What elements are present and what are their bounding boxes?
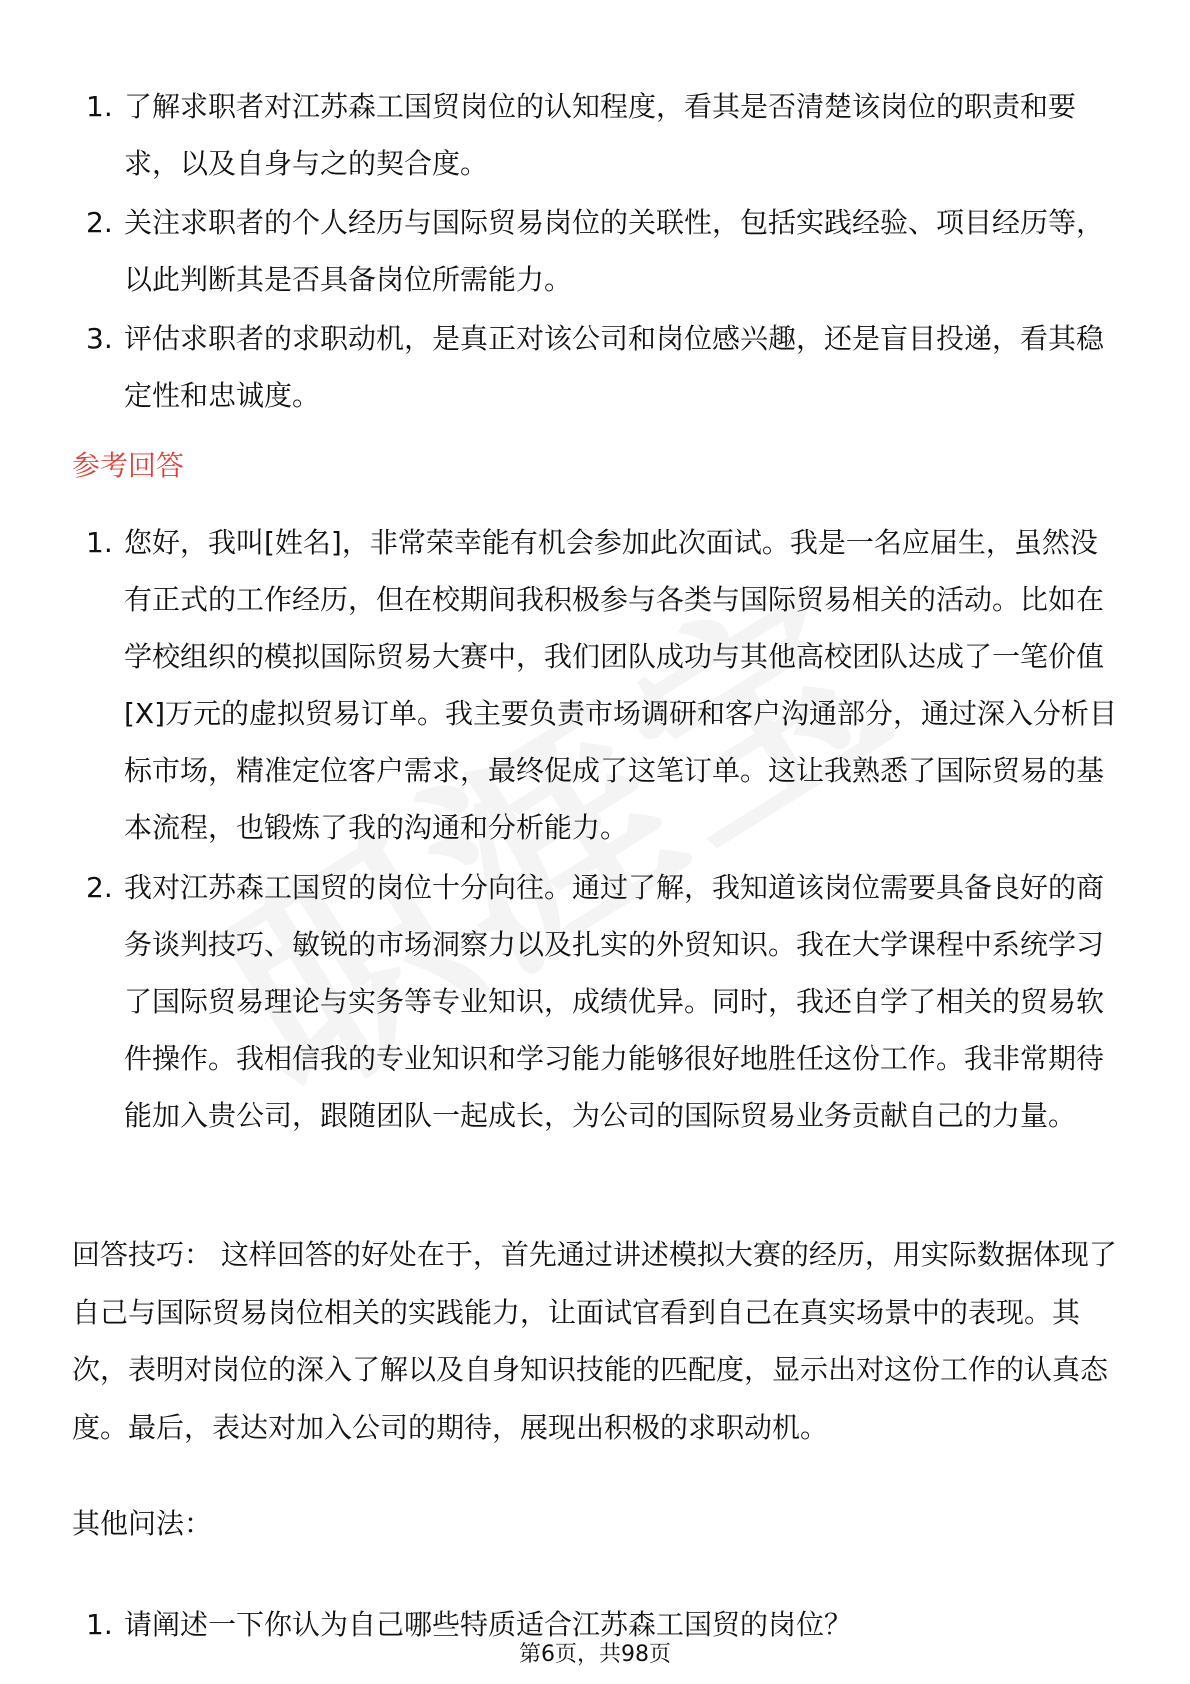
list-item — [0, 514, 1124, 856]
list-item — [0, 310, 1124, 424]
other-questions-label: 其他问法： — [72, 1507, 213, 1540]
list-number: 2. — [86, 871, 113, 904]
list-item-text: 了解求职者对江苏森工国贸岗位的认知程度，看其是否清楚该岗位的职责和要求，以及自身与之的契合度。 — [124, 90, 1077, 180]
list-number: 1. — [86, 90, 113, 123]
list-number: 1. — [86, 526, 113, 559]
list-item — [0, 859, 1124, 1144]
answer-list — [0, 514, 1190, 1144]
tips-text: 这样回答的好处在于，首先通过讲述模拟大赛的经历，用实际数据体现了自己与国际贸易岗位相关的实践能力，让面试官看到自己在真实场景中的表现。其次，表明对岗位的深入了解以及自身知识技能的匹配度，显示出对这份工作的认真态度。最后，表达对加入公司的期待，展现出积极的求职动机。 — [72, 1238, 1117, 1444]
list-item-text: 请阐述一下你认为自己哪些特质适合江苏森工国贸的岗位？ — [124, 1608, 853, 1641]
list-item — [0, 78, 1124, 192]
list-item-text: 关注求职者的个人经历与国际贸易岗位的关联性，包括实践经验、项目经历等，以此判断其是否具备岗位所需能力。 — [124, 206, 1105, 296]
intent-list — [0, 78, 1190, 424]
reference-answer-heading: 参考回答 — [72, 449, 185, 482]
list-number: 2. — [86, 206, 113, 239]
list-item-text: 我对江苏森工国贸的岗位十分向往。通过了解，我知道该岗位需要具备良好的商务谈判技巧、敏锐的市场洞察力以及扎实的外贸知识。我在大学课程中系统学习了国际贸易理论与实务等专业知识，成绩优异。同时，我还自学了相关的贸易软件操作。我相信我的专业知识和学习能力能够很好地胜任这份工作。我非常期待能加入贵公司，跟随团队一起成长，为公司的国际贸易业务贡献自己的力量。 — [124, 871, 1105, 1132]
list-item-text: 您好，我叫[姓名]，非常荣幸能有机会参加此次面试。我是一名应届生，虽然没有正式的工作经历，但在校期间我积极参与各类与国际贸易相关的活动。比如在学校组织的模拟国际贸易大赛中，我们团队成功与其他高校团队达成了一笔价值[X]万元的虚拟贸易订单。我主要负责市场调研和客户沟通部分，通过深入分析目标市场，精准定位客户需求，最终促成了这笔订单。这让我熟悉了国际贸易的基本流程，也锻炼了我的沟通和分析能力。 — [124, 526, 1118, 844]
tips-label: 回答技巧： — [72, 1238, 213, 1271]
list-item-text: 评估求职者的求职动机，是真正对该公司和岗位感兴趣，还是盲目投递，看其稳定性和忠诚度。 — [124, 322, 1105, 412]
list-item — [0, 194, 1124, 308]
list-number: 3. — [86, 322, 113, 355]
list-number: 1. — [86, 1608, 113, 1641]
answer-tips — [72, 1226, 1132, 1456]
page-footer: 第6页，共98页 — [519, 1642, 671, 1667]
